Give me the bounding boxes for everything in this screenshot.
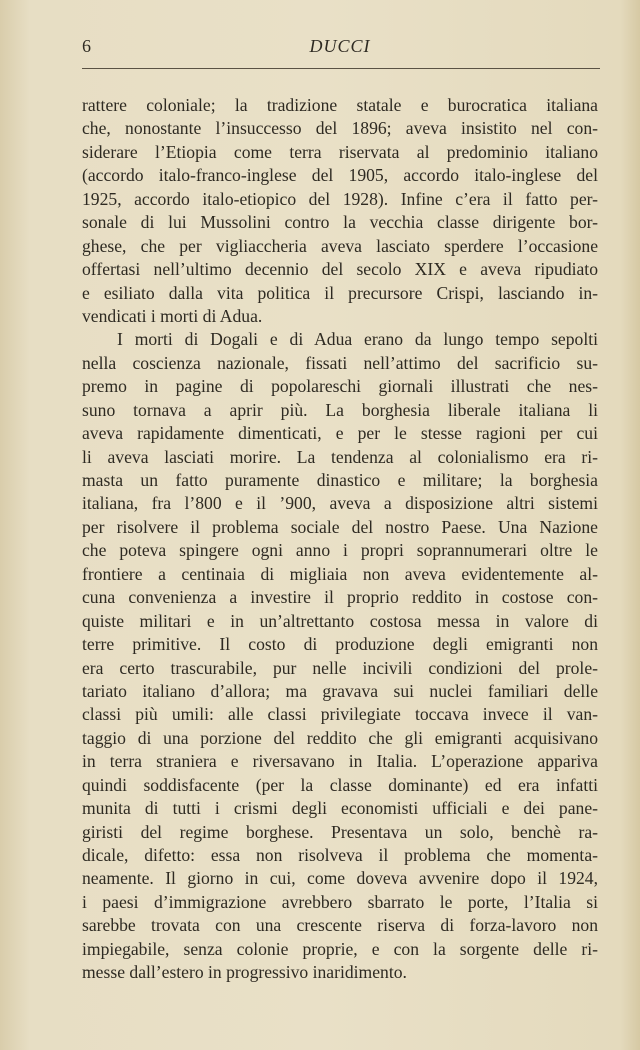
page-number: 6: [82, 36, 91, 56]
text-line: terre primitive. Il costo di produzione degli emigranti non: [82, 634, 598, 655]
running-title: DUCCI: [309, 36, 371, 56]
text-line: tariato italiano d’allora; ma gravava sui nuclei familiari delle: [82, 680, 598, 701]
text-line: (accordo italo-franco-inglese del 1905, accordo italo-inglese del: [82, 165, 598, 186]
text-line: impiegabile, senza colonie proprie, e con la sorgente delle ri-: [82, 938, 598, 959]
text-line: per risolvere il problema sociale del nostro Paese. Una Nazione: [82, 516, 598, 537]
text-line: i paesi d’immigrazione avrebbero sbarrato le porte, l’Italia si: [82, 891, 598, 912]
text-line: siderare l’Etiopia come terra riservata al predominio italiano: [82, 141, 598, 162]
text-line: masta un fatto puramente dinastico e militare; la borghesia: [82, 470, 598, 490]
header-rule: [82, 68, 600, 69]
text-line: frontiere a centinaia di migliaia non aveva evidentemente al-: [82, 563, 598, 584]
text-line: rattere coloniale; la tradizione statale e burocratica italiana: [82, 95, 598, 115]
text-line: sonale di lui Mussolini contro la vecchia classe dirigente bor-: [82, 212, 598, 233]
text-line: I morti di Dogali e di Adua erano da lungo tempo sepolti: [117, 329, 598, 350]
text-line: vendicati i morti di Adua.: [82, 305, 263, 326]
text-line: munita di tutti i crismi degli economisti ufficiali e dei pane-: [82, 798, 598, 819]
text-line: suno tornava a aprir più. La borghesia liberale italiana li: [82, 399, 598, 420]
text-line: aveva rapidamente dimenticati, e per le stesse ragioni per cui: [82, 423, 598, 444]
text-line: li aveva lasciati morire. La tendenza al colonialismo era ri-: [82, 446, 598, 467]
text-line: nella coscienza nazionale, fissati nell’attimo del sacrificio su-: [82, 352, 598, 373]
text-line: ghese, che per vigliaccheria aveva lasciato sperdere l’occasione: [82, 235, 598, 256]
text-line: cuna convenienza a investire il proprio reddito in costose con-: [82, 587, 598, 608]
page-body: [82, 94, 598, 985]
paragraph: [82, 328, 598, 984]
text-line: premo in pagine di popolareschi giornali illustrati che nes-: [82, 376, 598, 397]
text-line: era certo trascurabile, pur nelle incivili condizioni del prole-: [82, 657, 598, 678]
text-line: sarebbe trovata con una crescente riserva di forza-lavoro non: [82, 915, 598, 936]
text-line: quindi soddisfacente (per la classe dominante) ed era infatti: [82, 774, 598, 795]
text-line: quiste militari e in un’altrettanto costosa messa in valore di: [82, 610, 598, 631]
text-line: che, nonostante l’insuccesso del 1896; aveva insistito nel con-: [82, 118, 598, 139]
text-line: e esiliato dalla vita politica il precursore Crispi, lasciando in-: [82, 282, 598, 303]
text-line: dicale, difetto: essa non risolveva il problema che momenta-: [82, 845, 598, 865]
text-line: classi più umili: alle classi privilegiate toccava invece il van-: [82, 704, 598, 725]
text-line: messe dall’estero in progressivo inaridimento.: [82, 962, 407, 983]
text-line: in terra straniera e riversavano in Italia. L’operazione appariva: [82, 751, 598, 772]
running-header: [82, 34, 598, 64]
text-line: neamente. Il giorno in cui, come doveva avvenire dopo il 1924,: [82, 868, 598, 889]
text-line: italiana, fra l’800 e il ’900, aveva a disposizione altri sistemi: [82, 493, 598, 514]
text-line: che poteva spingere ogni anno i propri soprannumerari oltre le: [82, 540, 598, 561]
text-line: taggio di una porzione del reddito che gli emigranti acquisivano: [82, 727, 598, 748]
text-line: giristi del regime borghese. Presentava un solo, benchè ra-: [82, 821, 598, 842]
paragraph: [82, 94, 598, 328]
text-line: offertasi nell’ultimo decennio del secolo XIX e aveva ripudiato: [82, 259, 598, 280]
text-line: 1925, accordo italo-etiopico del 1928). Infine c’era il fatto per-: [82, 188, 598, 209]
